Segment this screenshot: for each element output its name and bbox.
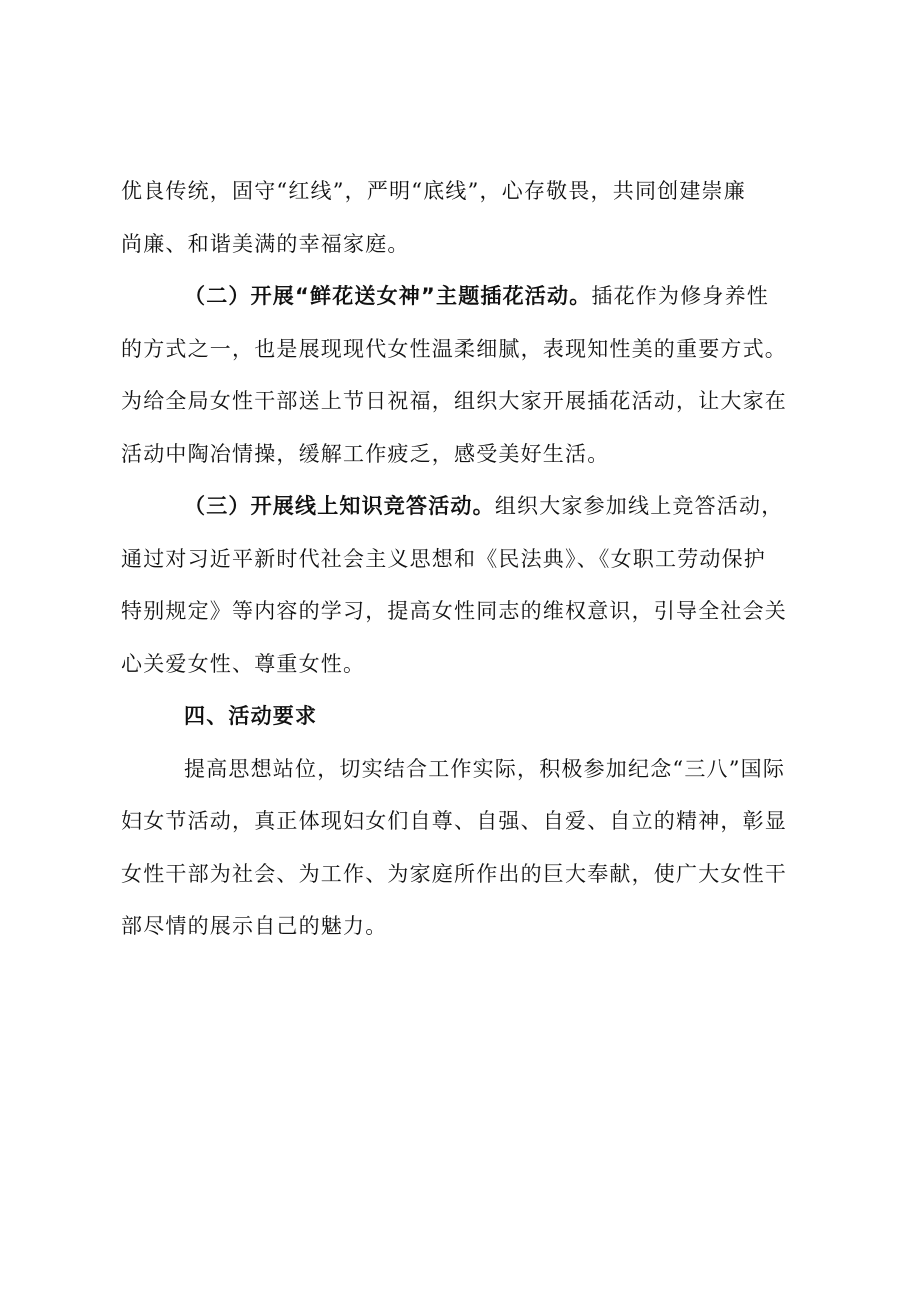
paragraph-2-line-2: 的方式之一，也是展现现代女性温柔细腻，表现知性美的重要方式。: [121, 336, 787, 361]
paragraph-2-line-1-rest: 插花作为修身养性: [591, 284, 770, 308]
paragraph-1-line-2: 尚廉、和谐美满的幸福家庭。: [121, 231, 410, 256]
paragraph-4-line-3: 女性干部为社会、为工作、为家庭所作出的巨大奉献，使广大女性干: [121, 861, 787, 886]
paragraph-2-lead: （二）开展“鲜花送女神”主题插花活动。: [184, 284, 592, 308]
paragraph-3-line-3: 特别规定》等内容的学习，提高女性同志的维权意识，引导全社会关: [121, 599, 787, 623]
paragraph-3-lead: （三）开展线上知识竞答活动。: [184, 494, 495, 518]
paragraph-3-line-1-rest: 组织大家参加线上竞答活动，: [494, 494, 784, 518]
paragraph-2-line-3: 为给全局女性干部送上节日祝福，组织大家开展插花活动，让大家在: [121, 389, 787, 413]
paragraph-4-line-1: 提高思想站位，切实结合工作实际，积极参加纪念“三八”国际: [184, 756, 786, 781]
paragraph-3-line-1: [121, 485, 811, 538]
paragraph-3-line-4: 心关爱女性、尊重女性。: [121, 651, 366, 676]
paragraph-4-line-4: 部尽情的展示自己的魅力。: [121, 914, 388, 938]
document-body: [121, 170, 811, 958]
paragraph-2-line-4: 活动中陶冶情操，缓解工作疲乏，感受美好生活。: [121, 441, 610, 466]
section-heading: 四、活动要求: [184, 704, 318, 728]
paragraph-3-line-2: 通过对习近平新时代社会主义思想和《民法典》、《女职工劳动保护: [121, 546, 766, 571]
paragraph-2-line-1: [121, 275, 811, 328]
paragraph-4-line-2: 妇女节活动，真正体现妇女们自尊、自强、自爱、自立的精神，彰显: [121, 809, 787, 833]
paragraph-1-line-1: 优良传统，固守“红线”，严明“底线”，心存敬畏，共同创建崇廉: [121, 179, 746, 203]
